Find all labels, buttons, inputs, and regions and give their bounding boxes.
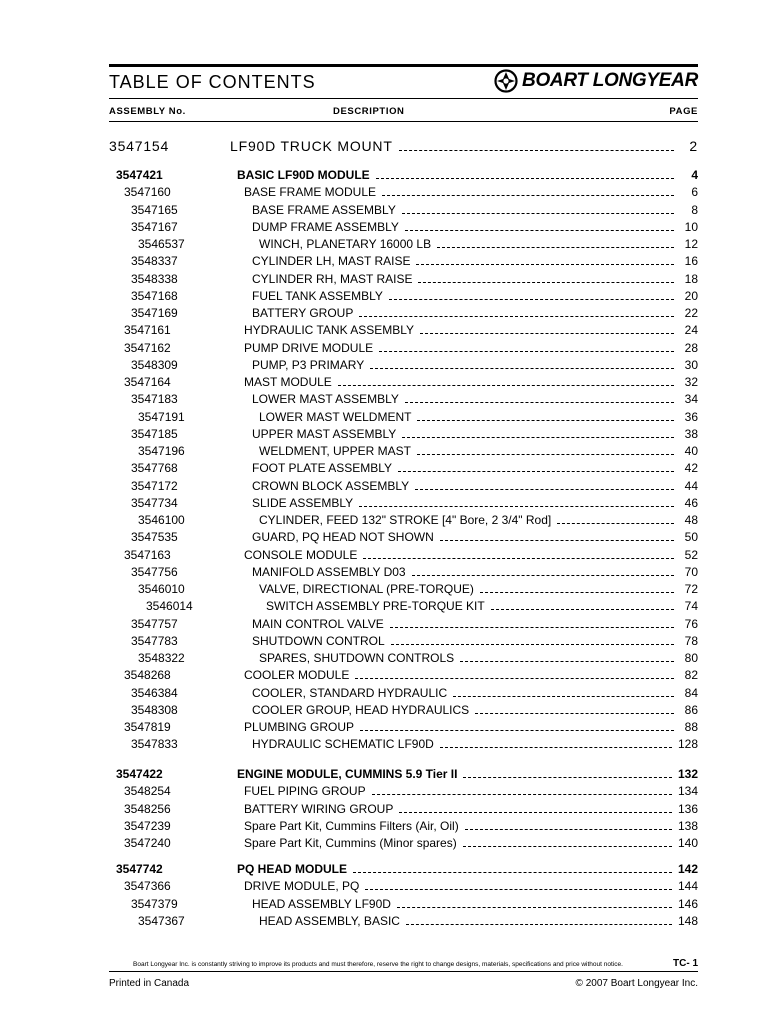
description-line (252, 897, 698, 911)
assembly-number: 3547833 (131, 737, 178, 752)
assembly-description: CROWN BLOCK ASSEMBLY (252, 478, 410, 493)
assembly-number: 3547164 (124, 375, 171, 389)
assembly-description: BASE FRAME MODULE (244, 185, 377, 200)
toc-row (0, 819, 698, 836)
assembly-number: 3547168 (131, 288, 178, 303)
toc-row (0, 862, 698, 879)
assembly-description: UPPER MAST ASSEMBLY (252, 426, 397, 441)
assembly-number: 3547783 (131, 633, 178, 648)
main-assembly-description-line (230, 138, 698, 154)
assembly-description: MANIFOLD ASSEMBLY D03 (252, 564, 406, 579)
dotted-leader (405, 222, 674, 231)
toc-row (0, 341, 698, 358)
assembly-description: COOLER GROUP, HEAD HYDRAULICS (252, 702, 470, 717)
page-number: 42 (684, 461, 698, 476)
assembly-description: FUEL PIPING GROUP (244, 784, 366, 799)
toc-row (0, 879, 698, 896)
dotted-leader (389, 291, 674, 300)
dotted-leader (453, 688, 674, 697)
description-line (259, 914, 698, 928)
assembly-description: HEAD ASSEMBLY LF90D (252, 896, 391, 911)
assembly-number: 3547196 (138, 444, 185, 458)
assembly-description: SPARES, SHUTDOWN CONTROLS (259, 651, 455, 665)
page-number: 70 (684, 564, 698, 579)
toc-row (0, 289, 698, 306)
assembly-description: WELDMENT, UPPER MAST (259, 444, 412, 458)
dotted-leader (359, 498, 674, 507)
description-line (252, 203, 698, 217)
toc-row (0, 185, 698, 202)
assembly-description: HEAD ASSEMBLY, BASIC (259, 913, 400, 928)
assembly-number: 3547742 (116, 862, 163, 876)
dotted-leader (360, 722, 674, 731)
footer-printed-in: Printed in Canada (109, 978, 190, 989)
assembly-number: 3547819 (124, 720, 171, 734)
assembly-number: 3548254 (124, 784, 171, 799)
assembly-description: FOOT PLATE ASSEMBLY (252, 461, 393, 476)
column-header-page: PAGE (669, 106, 698, 117)
page-number: 86 (684, 702, 698, 717)
page-number: 148 (677, 913, 698, 928)
toc-row (0, 272, 698, 289)
page-number: 138 (677, 818, 698, 833)
dotted-leader (363, 550, 674, 559)
dotted-leader (338, 377, 674, 386)
description-line (252, 461, 698, 475)
description-line (252, 530, 698, 544)
toc-row (0, 599, 698, 616)
description-line (252, 634, 698, 648)
toc-row (0, 651, 698, 668)
dotted-leader (460, 653, 674, 662)
assembly-number: 3547768 (131, 461, 178, 476)
page-title: TABLE OF CONTENTS (109, 72, 316, 92)
title-underline (109, 98, 698, 99)
page-number: 24 (684, 323, 698, 338)
dotted-leader (353, 864, 672, 873)
assembly-description: PUMP DRIVE MODULE (244, 340, 374, 355)
page-number: 52 (684, 547, 698, 562)
assembly-number: 3547169 (131, 306, 178, 320)
assembly-description: MAST MODULE (244, 375, 332, 389)
assembly-number: 3547422 (116, 767, 163, 781)
page-number: 140 (677, 836, 698, 850)
page-number: 16 (684, 254, 698, 269)
assembly-description: HYDRAULIC SCHEMATIC LF90D (252, 737, 434, 752)
dotted-leader (480, 584, 674, 593)
dotted-leader (440, 532, 674, 541)
toc-row (0, 358, 698, 375)
assembly-number: 3547379 (131, 896, 178, 911)
description-line (252, 686, 698, 700)
description-line (244, 375, 698, 389)
toc-row (0, 203, 698, 220)
page-number: 72 (684, 582, 698, 596)
description-line (259, 651, 698, 665)
toc-row (0, 392, 698, 409)
main-assembly-number: 3547154 (109, 138, 170, 154)
assembly-number: 3547240 (124, 836, 171, 850)
toc-row (0, 375, 698, 392)
page-number: 34 (684, 392, 698, 407)
assembly-number: 3547163 (124, 547, 171, 562)
dotted-leader (420, 325, 674, 334)
assembly-number: 3548308 (131, 702, 178, 717)
assembly-description: SHUTDOWN CONTROL (252, 633, 385, 648)
assembly-number: 3546537 (138, 237, 185, 251)
toc-row (0, 461, 698, 478)
description-line (266, 599, 698, 613)
footer-page-code: TC- 1 (673, 958, 698, 969)
dotted-leader (416, 256, 674, 265)
page-number: 4 (691, 168, 698, 182)
page-number: 88 (684, 720, 698, 734)
page-number: 8 (691, 202, 698, 217)
dotted-leader (463, 769, 671, 778)
toc-row (0, 617, 698, 634)
top-rule (109, 64, 698, 67)
description-line (244, 668, 698, 682)
assembly-description: WINCH, PLANETARY 16000 LB (259, 237, 432, 251)
description-line (244, 185, 698, 199)
toc-row (0, 802, 698, 819)
assembly-number: 3546014 (146, 599, 193, 614)
assembly-number: 3547421 (116, 168, 163, 182)
assembly-number: 3547161 (124, 323, 171, 338)
column-header-description: DESCRIPTION (333, 106, 405, 117)
page-number: 144 (677, 879, 698, 894)
description-line (237, 767, 698, 781)
page-number: 36 (684, 409, 698, 424)
toc-row (0, 306, 698, 323)
main-assembly-page: 2 (689, 138, 698, 154)
toc-row (0, 513, 698, 530)
description-line (244, 836, 698, 850)
description-line (252, 737, 698, 751)
page-number: 84 (684, 685, 698, 700)
assembly-description: CYLINDER, FEED 132" STROKE [4" Bore, 2 3/4" Rod] (259, 513, 552, 527)
assembly-number: 3547165 (131, 202, 178, 217)
assembly-number: 3548322 (138, 651, 185, 665)
page-number: 22 (684, 306, 698, 320)
toc-row (0, 220, 698, 237)
page-number: 46 (684, 495, 698, 510)
toc-row (0, 720, 698, 737)
description-line (252, 703, 698, 717)
dotted-leader (390, 619, 674, 628)
assembly-description: GUARD, PQ HEAD NOT SHOWN (252, 530, 434, 545)
description-line (244, 784, 698, 798)
toc-row (0, 410, 698, 427)
description-line (252, 496, 698, 510)
dotted-leader (382, 187, 674, 196)
page-number: 20 (684, 288, 698, 303)
toc-row (0, 914, 698, 931)
assembly-number: 3547366 (124, 879, 171, 894)
main-assembly-entry (109, 138, 698, 156)
description-line (244, 879, 698, 893)
toc-row (0, 668, 698, 685)
assembly-description: SLIDE ASSEMBLY (252, 495, 354, 510)
column-header-assembly: ASSEMBLY No. (109, 106, 186, 117)
dotted-leader (417, 412, 674, 421)
assembly-description: CYLINDER RH, MAST RAISE (252, 271, 413, 286)
assembly-number: 3547172 (131, 478, 178, 493)
page-number: 50 (684, 530, 698, 545)
toc-row (0, 686, 698, 703)
assembly-number: 3547757 (131, 616, 178, 631)
assembly-description: ENGINE MODULE, CUMMINS 5.9 Tier II (237, 767, 458, 781)
toc-row (0, 565, 698, 582)
description-line (244, 323, 698, 337)
assembly-number: 3547185 (131, 426, 178, 441)
page-number: 78 (684, 633, 698, 648)
dotted-leader (370, 360, 674, 369)
page-number: 74 (684, 599, 698, 614)
toc-row (0, 168, 698, 185)
column-header-underline (109, 121, 698, 122)
description-line (252, 427, 698, 441)
assembly-description: LOWER MAST ASSEMBLY (252, 392, 399, 407)
assembly-description: HYDRAULIC TANK ASSEMBLY (244, 323, 415, 338)
description-line (259, 237, 698, 251)
toc-row (0, 582, 698, 599)
page-number: 48 (684, 513, 698, 527)
assembly-number: 3547367 (138, 913, 185, 928)
page-number: 28 (684, 340, 698, 355)
main-assembly-description: LF90D TRUCK MOUNT (230, 138, 393, 154)
description-line (259, 444, 698, 458)
toc-row (0, 767, 698, 784)
dotted-leader (440, 739, 672, 748)
assembly-description: BASE FRAME ASSEMBLY (252, 202, 396, 217)
description-line (252, 254, 698, 268)
dotted-leader (376, 170, 674, 179)
description-line (259, 582, 698, 596)
dotted-leader (402, 429, 674, 438)
dotted-leader (399, 142, 674, 151)
description-line (244, 802, 698, 816)
assembly-number: 3548256 (124, 801, 171, 816)
assembly-description: MAIN CONTROL VALVE (252, 616, 384, 631)
dotted-leader (475, 705, 674, 714)
assembly-description: Spare Part Kit, Cummins Filters (Air, Oil) (244, 818, 459, 833)
toc-row (0, 254, 698, 271)
toc-row (0, 548, 698, 565)
toc-row (0, 323, 698, 340)
assembly-number: 3548338 (131, 271, 178, 286)
assembly-description: BATTERY GROUP (252, 306, 354, 320)
footer-copyright: © 2007 Boart Longyear Inc. (575, 978, 698, 989)
toc-row (0, 703, 698, 720)
dotted-leader (415, 481, 674, 490)
page-number: 40 (684, 444, 698, 458)
dotted-leader (355, 670, 674, 679)
dotted-leader (405, 394, 674, 403)
page-number: 128 (677, 737, 698, 752)
dotted-leader (437, 239, 674, 248)
toc-row (0, 784, 698, 801)
description-line (252, 392, 698, 406)
toc-row (0, 897, 698, 914)
description-line (244, 548, 698, 562)
assembly-description: SWITCH ASSEMBLY PRE-TORQUE KIT (266, 599, 485, 614)
assembly-description: COOLER MODULE (244, 668, 350, 683)
dotted-leader (398, 463, 674, 472)
assembly-description: PUMP, P3 PRIMARY (252, 357, 365, 372)
description-line (237, 862, 698, 876)
toc-row (0, 530, 698, 547)
assembly-number: 3547734 (131, 495, 178, 510)
description-line (252, 479, 698, 493)
assembly-number: 3547535 (131, 530, 178, 545)
toc-row (0, 479, 698, 496)
page-number: 30 (684, 357, 698, 372)
description-line (252, 306, 698, 320)
assembly-number: 3547160 (124, 185, 171, 200)
description-line (244, 819, 698, 833)
dotted-leader (402, 205, 674, 214)
assembly-description: FUEL TANK ASSEMBLY (252, 288, 383, 303)
description-line (244, 720, 698, 734)
assembly-description: BATTERY WIRING GROUP (244, 801, 394, 816)
assembly-number: 3547162 (124, 340, 171, 355)
dotted-leader (412, 567, 674, 576)
page-number: 38 (684, 426, 698, 441)
assembly-number: 3546010 (138, 582, 185, 596)
page-number: 136 (677, 801, 698, 816)
page-number: 76 (684, 616, 698, 631)
description-line (252, 272, 698, 286)
assembly-description: BASIC LF90D MODULE (237, 168, 370, 182)
dotted-leader (391, 636, 674, 645)
assembly-description: LOWER MAST WELDMENT (259, 409, 412, 424)
assembly-number: 3547183 (131, 392, 178, 407)
description-line (237, 168, 698, 182)
assembly-description: DUMP FRAME ASSEMBLY (252, 219, 399, 234)
toc-row (0, 737, 698, 754)
assembly-number: 3548268 (124, 668, 171, 683)
page-number: 142 (677, 862, 698, 876)
description-line (252, 220, 698, 234)
assembly-description: PQ HEAD MODULE (237, 862, 348, 876)
dotted-leader (399, 804, 672, 813)
assembly-description: DRIVE MODULE, PQ (244, 879, 360, 894)
description-line (252, 565, 698, 579)
assembly-number: 3546100 (138, 513, 185, 527)
page-number: 134 (677, 784, 698, 799)
page-number: 146 (677, 896, 698, 911)
dotted-leader (465, 821, 672, 830)
dotted-leader (557, 515, 674, 524)
dotted-leader (365, 881, 672, 890)
page-number: 10 (684, 219, 698, 234)
description-line (252, 358, 698, 372)
assembly-number: 3548337 (131, 254, 178, 269)
dotted-leader (359, 308, 674, 317)
dotted-leader (463, 838, 672, 847)
assembly-number: 3547239 (124, 818, 171, 833)
brand-logo (494, 68, 698, 94)
description-line (244, 341, 698, 355)
assembly-description: COOLER, STANDARD HYDRAULIC (252, 685, 448, 700)
drill-bit-logo-icon (494, 69, 518, 93)
toc-row (0, 496, 698, 513)
footer-rule (109, 971, 698, 972)
assembly-description: CYLINDER LH, MAST RAISE (252, 254, 411, 269)
description-line (252, 617, 698, 631)
dotted-leader (379, 343, 674, 352)
dotted-leader (491, 601, 674, 610)
assembly-number: 3547167 (131, 219, 178, 234)
page-number: 80 (684, 651, 698, 665)
page-number: 6 (691, 185, 698, 200)
page-number: 44 (684, 478, 698, 493)
assembly-number: 3548309 (131, 357, 178, 372)
description-line (259, 513, 698, 527)
page-number: 12 (684, 237, 698, 251)
assembly-number: 3546384 (131, 685, 178, 700)
toc-row (0, 836, 698, 853)
toc-row (0, 237, 698, 254)
dotted-leader (418, 274, 674, 283)
toc-row (0, 444, 698, 461)
logo-text: BOART LONGYEAR (522, 70, 698, 91)
assembly-description: CONSOLE MODULE (244, 547, 358, 562)
dotted-leader (372, 786, 672, 795)
toc-row (0, 427, 698, 444)
dotted-leader (417, 446, 674, 455)
page-number: 132 (677, 767, 698, 781)
page-number: 18 (684, 271, 698, 286)
dotted-leader (397, 899, 672, 908)
assembly-description: PLUMBING GROUP (244, 720, 355, 734)
assembly-description: Spare Part Kit, Cummins (Minor spares) (244, 836, 457, 850)
page-number: 32 (684, 375, 698, 389)
dotted-leader (406, 916, 672, 925)
assembly-number: 3547191 (138, 409, 185, 424)
description-line (259, 410, 698, 424)
footer-disclaimer: Boart Longyear Inc. is constantly striving to improve its products and must therefore, reserve the right to change designs, materials, specifications and price without notice. (133, 961, 623, 968)
toc-row (0, 634, 698, 651)
assembly-number: 3547756 (131, 564, 178, 579)
assembly-description: VALVE, DIRECTIONAL (PRE-TORQUE) (259, 582, 474, 596)
description-line (252, 289, 698, 303)
page-number: 82 (684, 668, 698, 683)
